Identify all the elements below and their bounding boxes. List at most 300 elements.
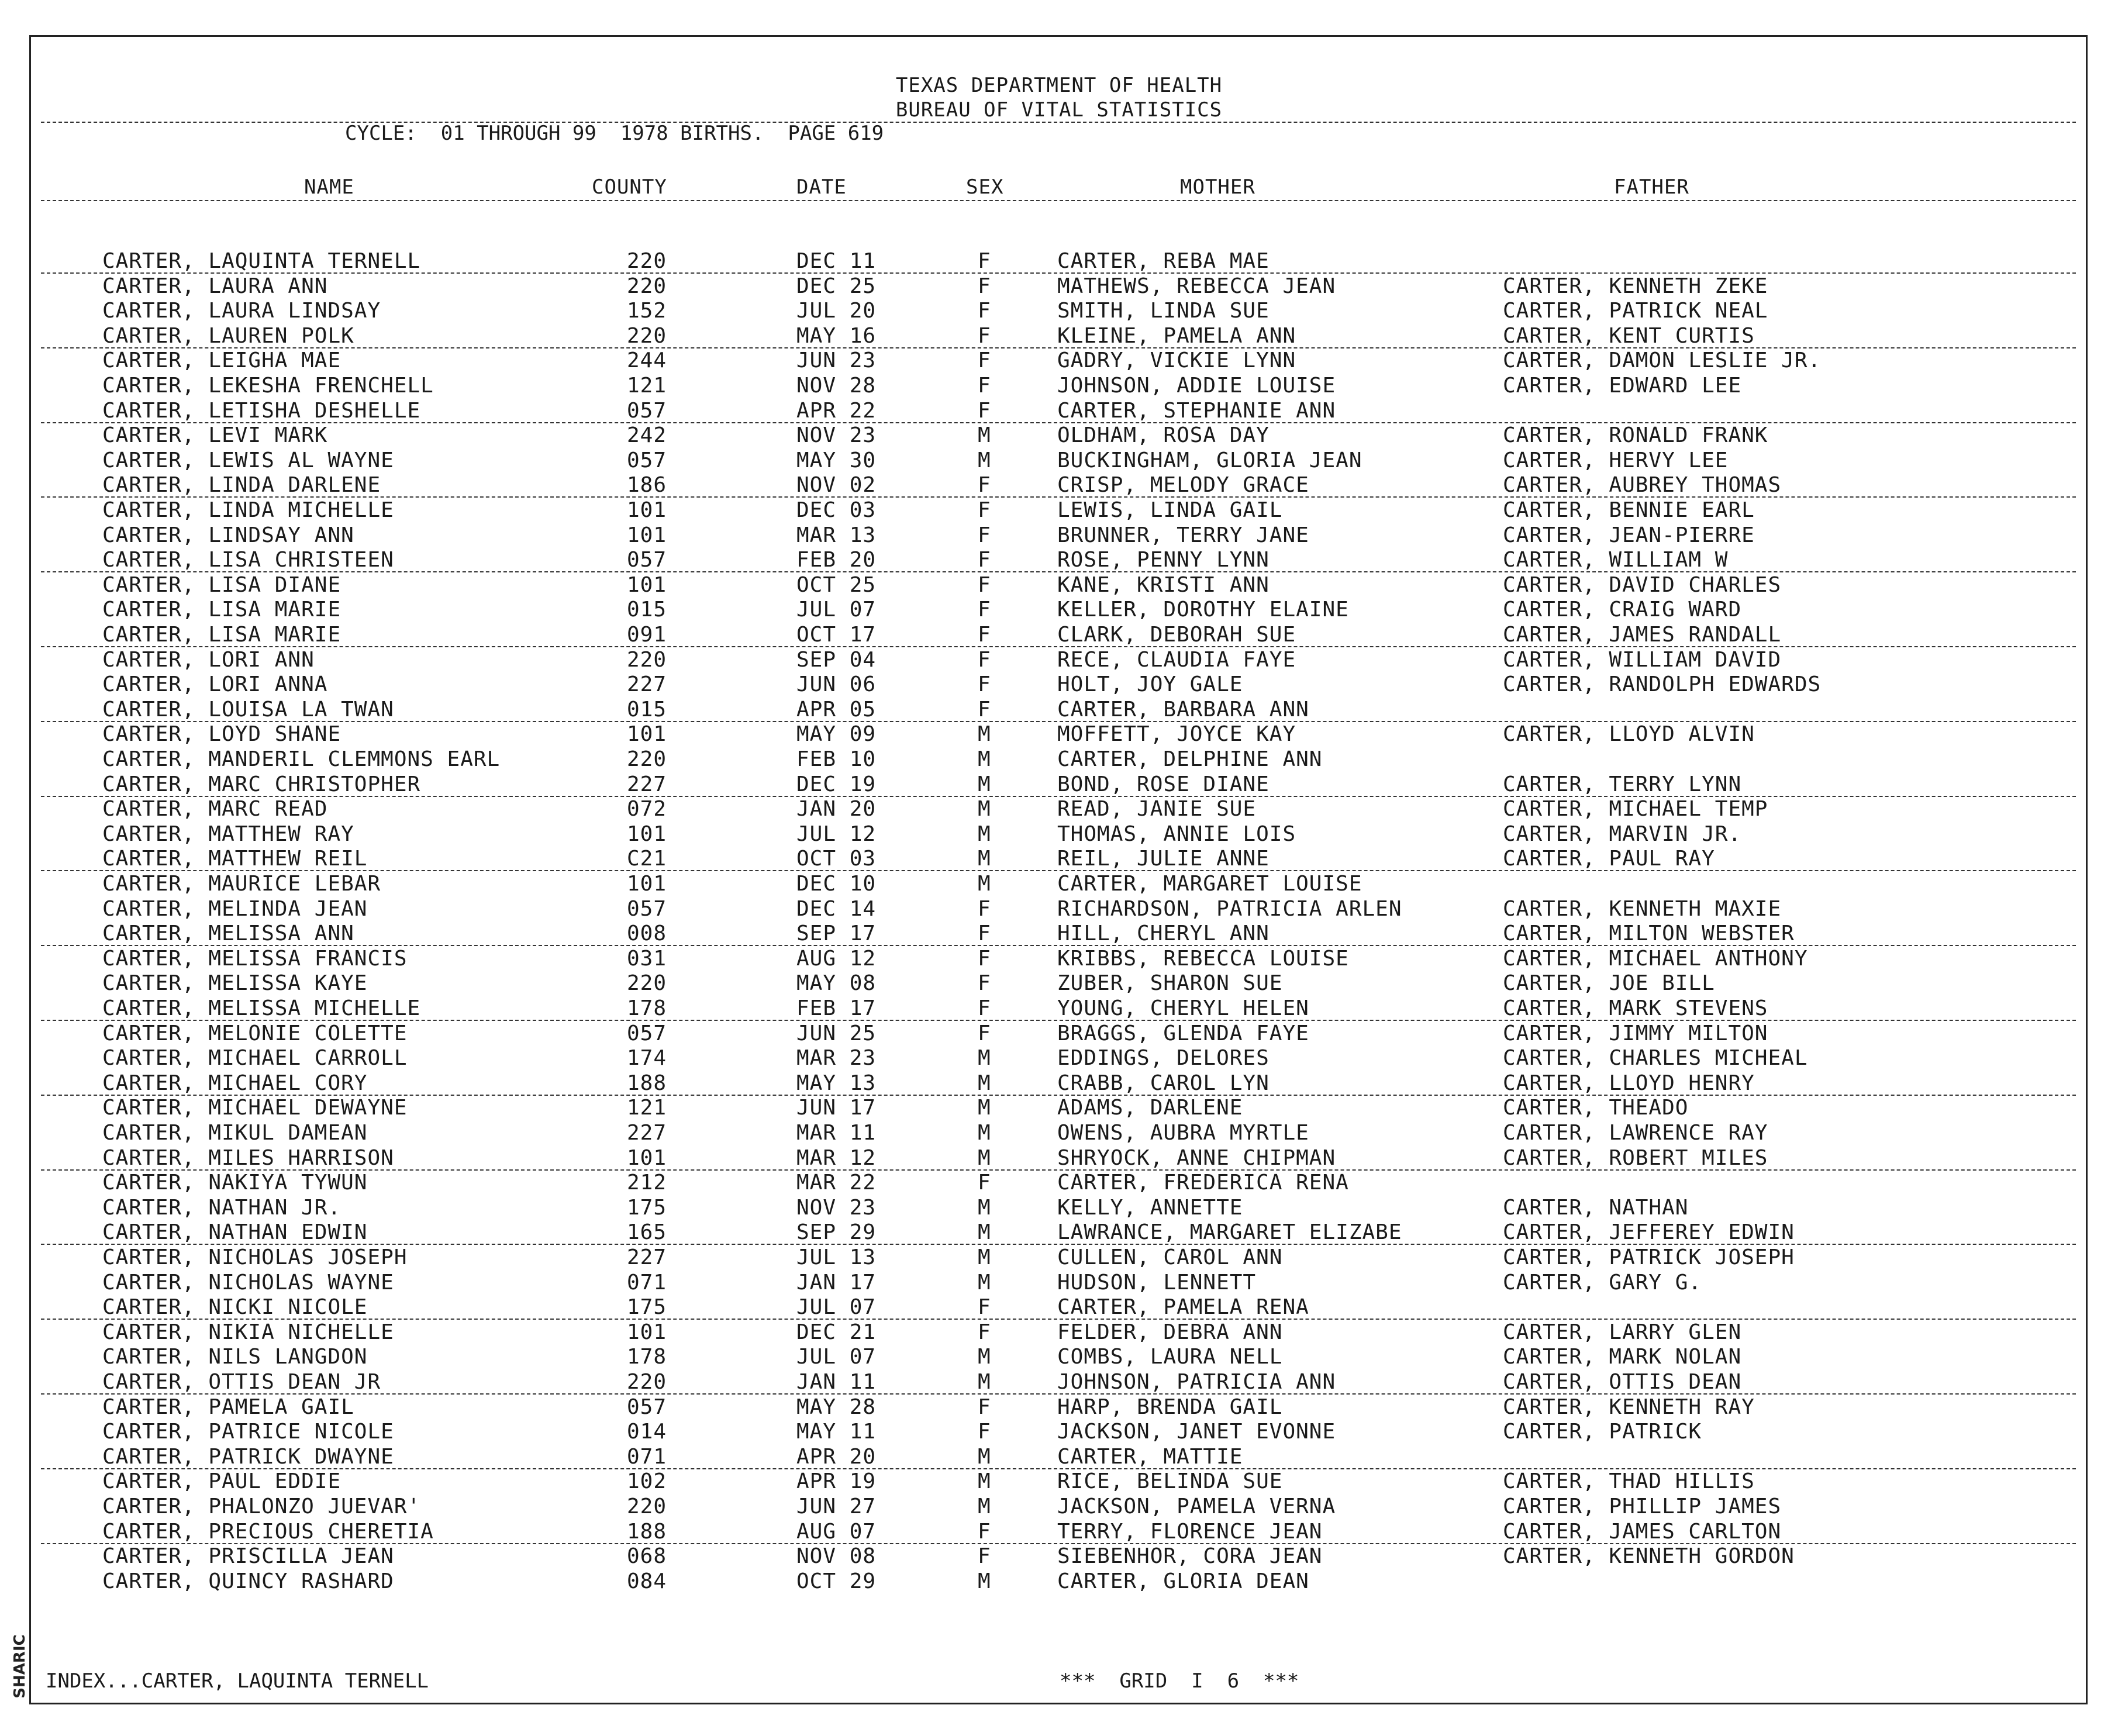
cell-father: CARTER, LAWRENCE RAY (1503, 1121, 1768, 1145)
table-row (0, 747, 2118, 772)
row-group-divider (41, 1244, 2076, 1245)
cell-county: 242 (627, 423, 667, 447)
cell-name: CARTER, LEWIS AL WAYNE (102, 448, 394, 472)
cell-county: 244 (627, 348, 667, 372)
cell-sex: F (978, 1544, 991, 1568)
cell-date: MAR 13 (796, 523, 877, 547)
cell-sex: M (978, 423, 991, 447)
cell-county: 015 (627, 698, 667, 722)
cell-mother: JOHNSON, PATRICIA ANN (1057, 1370, 1336, 1394)
cell-sex: F (978, 1520, 991, 1544)
cell-county: 220 (627, 747, 667, 771)
cell-county: 057 (627, 1021, 667, 1045)
cell-father: CARTER, RONALD FRANK (1503, 423, 1768, 447)
cell-name: CARTER, NICHOLAS WAYNE (102, 1271, 394, 1295)
row-group-divider (41, 1020, 2076, 1021)
cell-county: 071 (627, 1445, 667, 1469)
cell-mother: BOND, ROSE DIANE (1057, 772, 1270, 796)
cell-county: 227 (627, 1245, 667, 1269)
table-row (0, 1544, 2118, 1569)
cell-mother: MATHEWS, REBECCA JEAN (1057, 274, 1336, 298)
cell-mother: JOHNSON, ADDIE LOUISE (1057, 374, 1336, 398)
cell-mother: RICHARDSON, PATRICIA ARLEN (1057, 897, 1402, 921)
cell-name: CARTER, PRECIOUS CHERETIA (102, 1520, 434, 1544)
cell-date: JAN 11 (796, 1370, 877, 1394)
cell-name: CARTER, MELONIE COLETTE (102, 1021, 408, 1045)
cell-date: JUN 06 (796, 672, 877, 696)
table-row (0, 423, 2118, 448)
cell-sex: F (978, 1295, 991, 1319)
cell-date: MAY 09 (796, 722, 877, 746)
cell-county: 101 (627, 523, 667, 547)
cell-mother: CARTER, MATTIE (1057, 1445, 1243, 1469)
table-row (0, 1171, 2118, 1195)
cell-father: CARTER, MARVIN JR. (1503, 822, 1742, 846)
table-row (0, 348, 2118, 373)
cell-county: 084 (627, 1569, 667, 1593)
cell-sex: F (978, 399, 991, 423)
cell-mother: CARTER, BARBARA ANN (1057, 698, 1309, 722)
cell-date: DEC 25 (796, 274, 877, 298)
cell-county: 186 (627, 473, 667, 497)
column-header-date: DATE (796, 175, 847, 199)
table-row (0, 897, 2118, 922)
cell-father: CARTER, HERVY LEE (1503, 448, 1729, 472)
cell-date: MAR 12 (796, 1146, 877, 1170)
table-row (0, 548, 2118, 572)
cell-mother: YOUNG, CHERYL HELEN (1057, 996, 1309, 1020)
cell-name: CARTER, LAURA ANN (102, 274, 328, 298)
cell-name: CARTER, LEVI MARK (102, 423, 328, 447)
cell-sex: F (978, 971, 991, 995)
cell-mother: CARTER, GLORIA DEAN (1057, 1569, 1309, 1593)
table-row (0, 1370, 2118, 1395)
cell-mother: SMITH, LINDA SUE (1057, 299, 1270, 323)
cell-date: JUN 27 (796, 1495, 877, 1518)
cell-name: CARTER, LEIGHA MAE (102, 348, 341, 372)
cell-father: CARTER, GARY G. (1503, 1271, 1702, 1295)
cell-name: CARTER, NATHAN JR. (102, 1196, 341, 1220)
cell-mother: CARTER, MARGARET LOUISE (1057, 872, 1362, 896)
cell-sex: M (978, 1370, 991, 1394)
cell-mother: HARP, BRENDA GAIL (1057, 1395, 1283, 1419)
cell-father: CARTER, JOE BILL (1503, 971, 1715, 995)
cell-county: 178 (627, 1345, 667, 1369)
cell-county: 101 (627, 722, 667, 746)
cell-county: 227 (627, 772, 667, 796)
cell-date: APR 22 (796, 399, 877, 423)
cell-mother: EDDINGS, DELORES (1057, 1046, 1270, 1070)
cell-county: 188 (627, 1071, 667, 1095)
cell-father: CARTER, MICHAEL ANTHONY (1503, 947, 1808, 971)
table-row (0, 1569, 2118, 1594)
cell-sex: M (978, 1345, 991, 1369)
table-row (0, 598, 2118, 622)
cell-sex: F (978, 473, 991, 497)
cell-name: CARTER, MIKUL DAMEAN (102, 1121, 368, 1145)
cell-name: CARTER, LINDA DARLENE (102, 473, 381, 497)
cell-county: 015 (627, 598, 667, 622)
cell-county: 174 (627, 1046, 667, 1070)
cell-sex: F (978, 1021, 991, 1045)
cell-mother: CARTER, DELPHINE ANN (1057, 747, 1323, 771)
cell-name: CARTER, LAUREN POLK (102, 324, 354, 348)
grid-footer: *** GRID I 6 *** (1060, 1669, 1299, 1693)
cell-father: CARTER, KENNETH ZEKE (1503, 274, 1768, 298)
cell-date: JUN 23 (796, 348, 877, 372)
row-group-divider (41, 1319, 2076, 1320)
cell-father: CARTER, CHARLES MICHEAL (1503, 1046, 1808, 1070)
cell-county: 101 (627, 1320, 667, 1344)
table-row (0, 1495, 2118, 1519)
column-header-mother: MOTHER (1180, 175, 1255, 199)
cell-mother: CARTER, PAMELA RENA (1057, 1295, 1309, 1319)
cell-sex: F (978, 1320, 991, 1344)
cell-father: CARTER, KENNETH GORDON (1503, 1544, 1795, 1568)
table-row (0, 922, 2118, 946)
cell-father: CARTER, LARRY GLEN (1503, 1320, 1742, 1344)
table-row (0, 1121, 2118, 1145)
cell-sex: M (978, 1569, 991, 1593)
cell-sex: M (978, 722, 991, 746)
cell-name: CARTER, OTTIS DEAN JR (102, 1370, 381, 1394)
cell-father: CARTER, THAD HILLIS (1503, 1469, 1755, 1493)
cell-mother: ZUBER, SHARON SUE (1057, 971, 1283, 995)
cell-name: CARTER, NATHAN EDWIN (102, 1220, 368, 1244)
cell-county: 220 (627, 648, 667, 672)
cell-mother: CARTER, FREDERICA RENA (1057, 1171, 1349, 1195)
cell-name: CARTER, NAKIYA TYWUN (102, 1171, 368, 1195)
cell-father: CARTER, BENNIE EARL (1503, 498, 1755, 522)
cell-father: CARTER, PATRICK JOSEPH (1503, 1245, 1795, 1269)
cell-name: CARTER, MATTHEW REIL (102, 847, 368, 871)
cell-date: AUG 07 (796, 1520, 877, 1544)
cell-sex: F (978, 623, 991, 647)
cell-father: CARTER, MARK STEVENS (1503, 996, 1768, 1020)
cell-mother: BRAGGS, GLENDA FAYE (1057, 1021, 1309, 1045)
table-row (0, 1021, 2118, 1046)
cell-date: JUL 07 (796, 1295, 877, 1319)
cell-name: CARTER, MELISSA MICHELLE (102, 996, 421, 1020)
cell-date: SEP 17 (796, 922, 877, 945)
cell-date: JUN 25 (796, 1021, 877, 1045)
index-footer: INDEX...CARTER, LAQUINTA TERNELL (46, 1669, 429, 1693)
cell-sex: F (978, 1171, 991, 1195)
column-header-county: COUNTY (592, 175, 667, 199)
cell-county: 220 (627, 249, 667, 273)
cell-sex: M (978, 847, 991, 871)
cell-sex: M (978, 1495, 991, 1518)
cell-father: CARTER, CRAIG WARD (1503, 598, 1742, 622)
cell-name: CARTER, MANDERIL CLEMMONS EARL (102, 747, 501, 771)
cell-date: SEP 04 (796, 648, 877, 672)
cell-mother: ADAMS, DARLENE (1057, 1096, 1243, 1120)
cell-father: CARTER, DAMON LESLIE JR. (1503, 348, 1822, 372)
cell-name: CARTER, NICKI NICOLE (102, 1295, 368, 1319)
cell-name: CARTER, LOYD SHANE (102, 722, 341, 746)
cell-father: CARTER, EDWARD LEE (1503, 374, 1742, 398)
row-group-divider (41, 272, 2076, 274)
cell-date: DEC 14 (796, 897, 877, 921)
cell-sex: F (978, 374, 991, 398)
table-row (0, 722, 2118, 747)
cell-sex: F (978, 922, 991, 945)
cell-father: CARTER, MARK NOLAN (1503, 1345, 1742, 1369)
table-row (0, 1146, 2118, 1171)
table-row (0, 971, 2118, 996)
cell-mother: KELLY, ANNETTE (1057, 1196, 1243, 1220)
table-row (0, 399, 2118, 423)
cell-date: DEC 21 (796, 1320, 877, 1344)
table-row (0, 324, 2118, 348)
cell-mother: JACKSON, JANET EVONNE (1057, 1420, 1336, 1444)
cell-date: JUL 13 (796, 1245, 877, 1269)
cell-father: CARTER, JEAN-PIERRE (1503, 523, 1755, 547)
cell-father: CARTER, NATHAN (1503, 1196, 1689, 1220)
cell-father: CARTER, PATRICK (1503, 1420, 1702, 1444)
cell-county: 072 (627, 797, 667, 821)
cell-father: CARTER, PATRICK NEAL (1503, 299, 1768, 323)
cell-county: 152 (627, 299, 667, 323)
cell-county: 175 (627, 1295, 667, 1319)
cell-date: OCT 03 (796, 847, 877, 871)
cell-father: CARTER, JEFFEREY EDWIN (1503, 1220, 1795, 1244)
table-row (0, 648, 2118, 672)
cell-date: MAY 13 (796, 1071, 877, 1095)
cell-father: CARTER, KENNETH MAXIE (1503, 897, 1782, 921)
cell-county: 101 (627, 573, 667, 597)
cell-mother: SHRYOCK, ANNE CHIPMAN (1057, 1146, 1336, 1170)
table-row (0, 448, 2118, 473)
cell-mother: FELDER, DEBRA ANN (1057, 1320, 1283, 1344)
cell-sex: F (978, 947, 991, 971)
cell-mother: RECE, CLAUDIA FAYE (1057, 648, 1296, 672)
cell-county: 227 (627, 1121, 667, 1145)
table-row (0, 473, 2118, 498)
cell-father: CARTER, MILTON WEBSTER (1503, 922, 1795, 945)
cell-date: DEC 03 (796, 498, 877, 522)
cell-county: 178 (627, 996, 667, 1020)
cell-name: CARTER, LISA CHRISTEEN (102, 548, 394, 572)
cell-father: CARTER, JAMES CARLTON (1503, 1520, 1782, 1544)
cell-mother: LAWRANCE, MARGARET ELIZABE (1057, 1220, 1402, 1244)
cell-sex: F (978, 672, 991, 696)
cell-name: CARTER, MELISSA KAYE (102, 971, 368, 995)
cell-sex: M (978, 1469, 991, 1493)
row-group-divider (41, 496, 2076, 498)
cell-county: 101 (627, 1146, 667, 1170)
cell-date: MAY 08 (796, 971, 877, 995)
table-row (0, 1420, 2118, 1444)
cell-name: CARTER, MELISSA FRANCIS (102, 947, 408, 971)
cell-county: 220 (627, 971, 667, 995)
cell-date: JAN 20 (796, 797, 877, 821)
column-header-name: NAME (304, 175, 354, 199)
cell-mother: ROSE, PENNY LYNN (1057, 548, 1270, 572)
cell-date: OCT 25 (796, 573, 877, 597)
cell-county: 014 (627, 1420, 667, 1444)
table-row (0, 797, 2118, 822)
cell-father: CARTER, AUBREY THOMAS (1503, 473, 1782, 497)
cell-sex: M (978, 1245, 991, 1269)
cell-county: 188 (627, 1520, 667, 1544)
cell-father: CARTER, KENT CURTIS (1503, 324, 1755, 348)
cell-county: 220 (627, 274, 667, 298)
cell-county: 057 (627, 897, 667, 921)
cell-name: CARTER, PAUL EDDIE (102, 1469, 341, 1493)
cell-mother: KRIBBS, REBECCA LOUISE (1057, 947, 1349, 971)
cell-sex: M (978, 1196, 991, 1220)
table-row (0, 249, 2118, 274)
cell-sex: M (978, 747, 991, 771)
cell-sex: F (978, 698, 991, 722)
cell-date: DEC 10 (796, 872, 877, 896)
cell-sex: F (978, 548, 991, 572)
cell-name: CARTER, PATRICE NICOLE (102, 1420, 394, 1444)
table-row (0, 947, 2118, 971)
cell-sex: F (978, 299, 991, 323)
table-row (0, 1046, 2118, 1071)
table-row (0, 698, 2118, 722)
cell-name: CARTER, MARC READ (102, 797, 328, 821)
cell-county: 212 (627, 1171, 667, 1195)
cell-county: 071 (627, 1271, 667, 1295)
cell-sex: F (978, 249, 991, 273)
cell-name: CARTER, LEKESHA FRENCHELL (102, 374, 434, 398)
table-row (0, 1220, 2118, 1245)
row-group-divider (41, 646, 2076, 647)
cell-name: CARTER, PATRICK DWAYNE (102, 1445, 394, 1469)
cell-county: 008 (627, 922, 667, 945)
cell-sex: M (978, 872, 991, 896)
cell-sex: F (978, 996, 991, 1020)
table-row (0, 1245, 2118, 1270)
cell-sex: M (978, 1271, 991, 1295)
cell-sex: F (978, 1420, 991, 1444)
cell-sex: F (978, 498, 991, 522)
cell-name: CARTER, MILES HARRISON (102, 1146, 394, 1170)
cell-date: JUL 20 (796, 299, 877, 323)
cell-county: 101 (627, 872, 667, 896)
cell-sex: M (978, 1445, 991, 1469)
table-row (0, 1295, 2118, 1320)
page-subtitle: BUREAU OF VITAL STATISTICS (895, 98, 1223, 122)
column-header-sex: SEX (966, 175, 1004, 199)
cell-date: JAN 17 (796, 1271, 877, 1295)
table-row (0, 1469, 2118, 1494)
cell-sex: M (978, 1046, 991, 1070)
cell-mother: MOFFETT, JOYCE KAY (1057, 722, 1296, 746)
cell-county: 057 (627, 448, 667, 472)
cell-county: 121 (627, 374, 667, 398)
cell-date: NOV 28 (796, 374, 877, 398)
cell-mother: TERRY, FLORENCE JEAN (1057, 1520, 1323, 1544)
cell-mother: CULLEN, CAROL ANN (1057, 1245, 1283, 1269)
cell-mother: KLEINE, PAMELA ANN (1057, 324, 1296, 348)
cell-name: CARTER, LAURA LINDSAY (102, 299, 381, 323)
cell-mother: CRISP, MELODY GRACE (1057, 473, 1309, 497)
cell-date: FEB 10 (796, 747, 877, 771)
cell-father: CARTER, RANDOLPH EDWARDS (1503, 672, 1822, 696)
cell-county: 102 (627, 1469, 667, 1493)
table-row (0, 1196, 2118, 1220)
cell-county: 220 (627, 1495, 667, 1518)
table-row (0, 374, 2118, 398)
cell-name: CARTER, MARC CHRISTOPHER (102, 772, 421, 796)
table-row (0, 1271, 2118, 1295)
cell-mother: REIL, JULIE ANNE (1057, 847, 1270, 871)
cell-mother: CARTER, STEPHANIE ANN (1057, 399, 1336, 423)
cell-name: CARTER, PHALONZO JUEVAR' (102, 1495, 421, 1518)
cell-sex: F (978, 598, 991, 622)
cell-father: CARTER, PAUL RAY (1503, 847, 1715, 871)
table-row (0, 498, 2118, 523)
table-row (0, 1071, 2118, 1096)
cell-name: CARTER, MATTHEW RAY (102, 822, 354, 846)
column-header-father: FATHER (1614, 175, 1689, 199)
cell-mother: HILL, CHERYL ANN (1057, 922, 1270, 945)
cell-date: MAY 30 (796, 448, 877, 472)
cell-date: OCT 29 (796, 1569, 877, 1593)
cell-sex: F (978, 348, 991, 372)
cell-name: CARTER, LISA MARIE (102, 623, 341, 647)
cell-date: JUL 12 (796, 822, 877, 846)
cell-name: CARTER, NIKIA NICHELLE (102, 1320, 394, 1344)
cell-county: 068 (627, 1544, 667, 1568)
table-row (0, 299, 2118, 323)
cell-sex: M (978, 772, 991, 796)
cell-county: 101 (627, 822, 667, 846)
table-row (0, 1520, 2118, 1544)
cell-date: MAY 28 (796, 1395, 877, 1419)
cell-name: CARTER, LORI ANN (102, 648, 315, 672)
cell-sex: F (978, 897, 991, 921)
cell-mother: CLARK, DEBORAH SUE (1057, 623, 1296, 647)
table-row (0, 623, 2118, 647)
cell-mother: READ, JANIE SUE (1057, 797, 1257, 821)
cell-sex: M (978, 1146, 991, 1170)
row-group-divider (41, 1393, 2076, 1395)
cell-mother: HOLT, JOY GALE (1057, 672, 1243, 696)
cell-name: CARTER, LINDSAY ANN (102, 523, 354, 547)
cell-name: CARTER, PAMELA GAIL (102, 1395, 354, 1419)
cell-county: 057 (627, 548, 667, 572)
cell-father: CARTER, ROBERT MILES (1503, 1146, 1768, 1170)
table-row (0, 1445, 2118, 1469)
cell-name: CARTER, LINDA MICHELLE (102, 498, 394, 522)
cell-date: APR 05 (796, 698, 877, 722)
cell-name: CARTER, LAQUINTA TERNELL (102, 249, 421, 273)
cell-sex: F (978, 274, 991, 298)
cell-date: MAR 11 (796, 1121, 877, 1145)
row-group-divider (41, 571, 2076, 572)
cell-father: CARTER, JAMES RANDALL (1503, 623, 1782, 647)
cell-mother: BUCKINGHAM, GLORIA JEAN (1057, 448, 1362, 472)
cell-mother: KELLER, DOROTHY ELAINE (1057, 598, 1349, 622)
cell-county: 227 (627, 672, 667, 696)
cell-date: NOV 23 (796, 1196, 877, 1220)
cell-father: CARTER, KENNETH RAY (1503, 1395, 1755, 1419)
cell-date: DEC 19 (796, 772, 877, 796)
table-row (0, 523, 2118, 548)
cell-county: 220 (627, 1370, 667, 1394)
cell-sex: F (978, 648, 991, 672)
cell-name: CARTER, LORI ANNA (102, 672, 328, 696)
cell-sex: F (978, 1395, 991, 1419)
cell-county: 175 (627, 1196, 667, 1220)
cell-county: 220 (627, 324, 667, 348)
cell-county: 091 (627, 623, 667, 647)
